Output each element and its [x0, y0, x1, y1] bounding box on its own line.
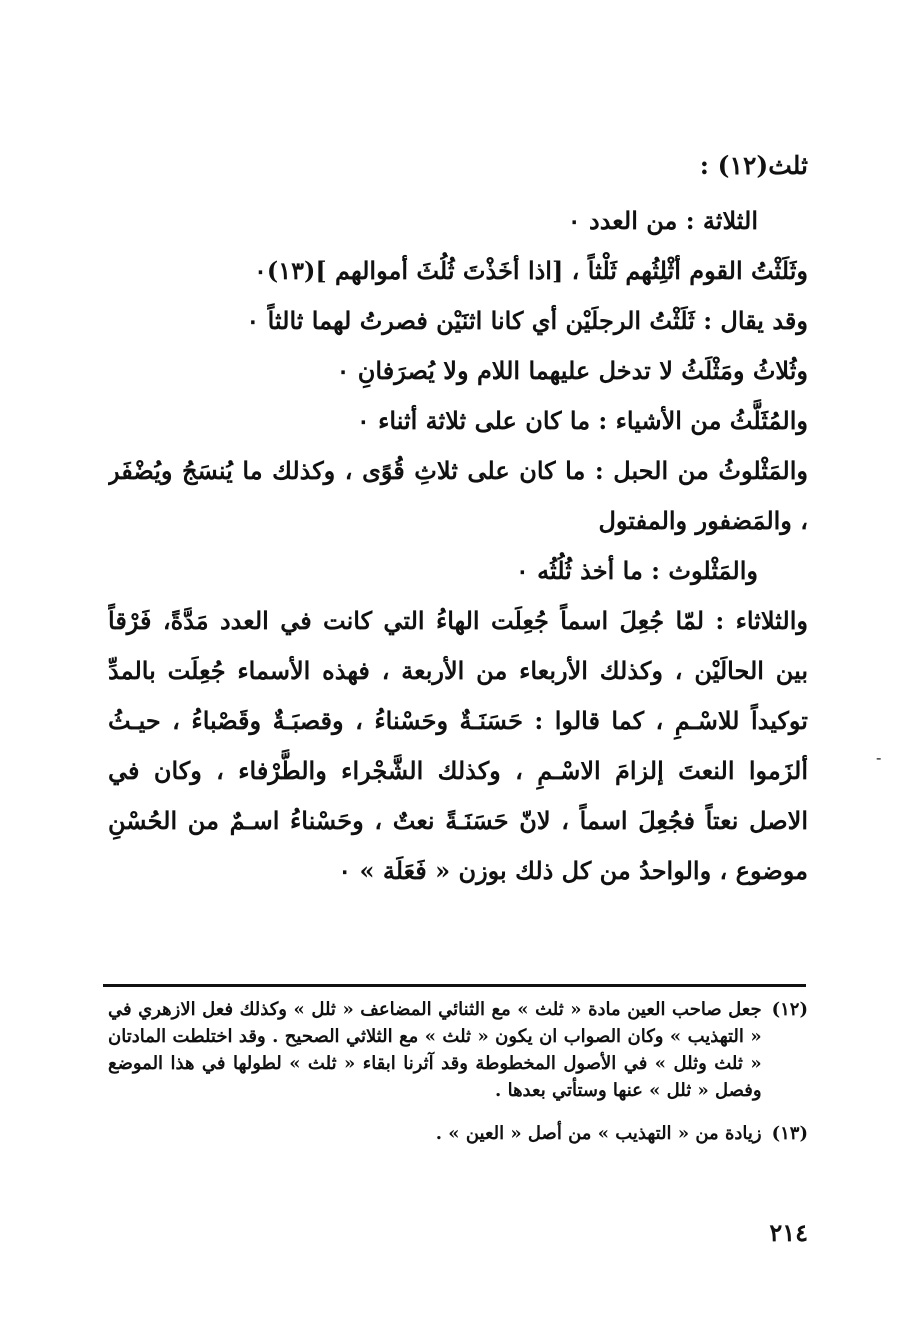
footnote-rule — [103, 984, 806, 987]
paragraph-muthallath: والمُثَلَّثُ من الأشياء : ما كان على ثلاثة أثناء ٠ — [356, 406, 808, 435]
margin-mark: - — [876, 748, 882, 767]
footnote-text: جعل صاحب العين مادة « ثلث » مع الثنائي المضاعف « ثلل » وكذلك فعل الازهري في « التهذيب » وكان الصواب ان يكون « ثلث » مع الثلاثي الصحيح . وقد اختلطت المادتان « ثلث وثلل » في الأصول المخطوطة وقد آثرنا ابقاء « ثلث » لطولها في هذا الموضع وفصل « ثلل » عنها وستأتي بعدها . — [108, 999, 762, 1101]
entry-body — [108, 196, 808, 896]
paragraph-usage: وقد يقال : ثَلَثْتُ الرجلَيْن أي كانا اثنَيْن فصرتُ لهما ثالثاً ٠ — [246, 306, 808, 335]
paragraph-verb: وثَلَثْتُ القوم أثْلِثُهم ثَلْثاً ، [اذا أخَذْتَ ثُلُثَ أموالهم ](١٣)٠ — [253, 256, 808, 285]
footnote-text: زيادة من « التهذيب » من أصل « العين » . — [435, 1123, 762, 1144]
paragraph-mathlooth-rope: والمَثْلوثُ من الحبل : ما كان على ثلاثِ قُوًى ، وكذلك ما يُنسَجُ ويُضْفَر ، والمَضفور والمفتول — [108, 456, 808, 535]
page-number: ٢١٤ — [769, 1218, 808, 1247]
paragraph-thulath: وثُلاثُ ومَثْلَثُ لا تدخل عليهما اللام ولا يُصرَفانِ ٠ — [336, 356, 808, 385]
footnotes — [108, 996, 808, 1163]
paragraph-mathlooth: والمَثْلوث : ما أخذ ثُلُثُه ٠ — [515, 556, 758, 585]
entry-headword: ثلث(١٢) : — [699, 151, 808, 180]
footnote-item — [108, 1120, 808, 1147]
paragraph-definition: الثلاثة : من العدد ٠ — [567, 206, 758, 235]
footnote-item — [108, 996, 808, 1104]
paragraph-thulatha: والثلاثاء : لمّا جُعِلَ اسماً جُعِلَت الهاءُ التي كانت في العدد مَدَّةً، فَرْقاً بين الحالَيْن ، وكذلك الأربعاء من الأربعة ، فهذه الأسماء جُعِلَت بالمدِّ توكيداً للاسْـمِ ، كما قالوا : حَسَنَـةٌ وحَسْناءُ ، وقصبَـةٌ وقَصْباءُ ، حيـثُ ألزَموا النعتَ إلزامَ الاسْـمِ ، وكذلك الشَّجْراء والطَّرْفاء ، وكان في الاصل نعتاً فجُعِلَ اسماً ، لانّ حَسَنَـةً نعتٌ ، وحَسْناءُ اسـمٌ من الحُسْنِ موضوع ، والواحدُ من كل ذلك بوزن « فَعَلَة » ٠ — [108, 606, 808, 885]
footnote-number: (١٣) — [771, 1123, 808, 1144]
footnote-number: (١٢) — [771, 999, 808, 1020]
